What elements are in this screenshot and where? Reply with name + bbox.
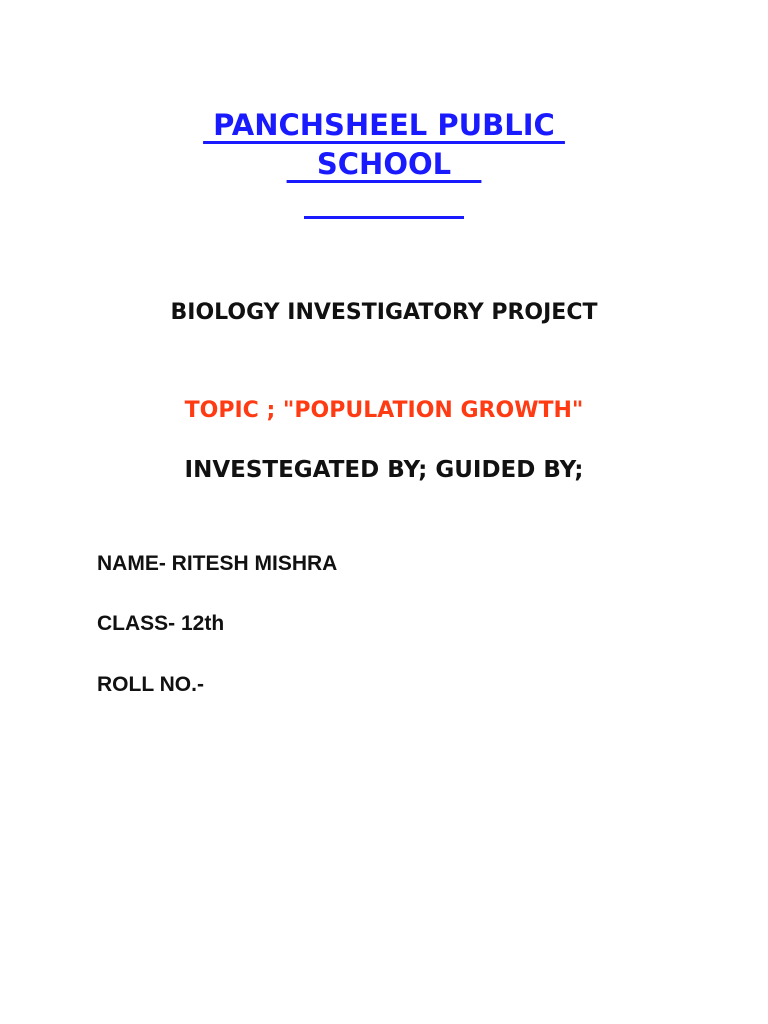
- roll-no-field: ROLL NO.-: [97, 673, 204, 696]
- underline-blank-rule: [304, 216, 464, 219]
- school-name-line-1: PANCHSHEEL PUBLIC: [203, 108, 565, 142]
- class-field: CLASS- 12th: [97, 612, 225, 635]
- topic-heading: TOPIC ; "POPULATION GROWTH": [184, 398, 584, 423]
- name-field: NAME- RITESH MISHRA: [97, 552, 338, 575]
- project-title: BIOLOGY INVESTIGATORY PROJECT: [170, 300, 598, 325]
- school-name-line-2: SCHOOL: [286, 147, 482, 181]
- investigated-guided-heading: INVESTEGATED BY; GUIDED BY;: [184, 457, 584, 483]
